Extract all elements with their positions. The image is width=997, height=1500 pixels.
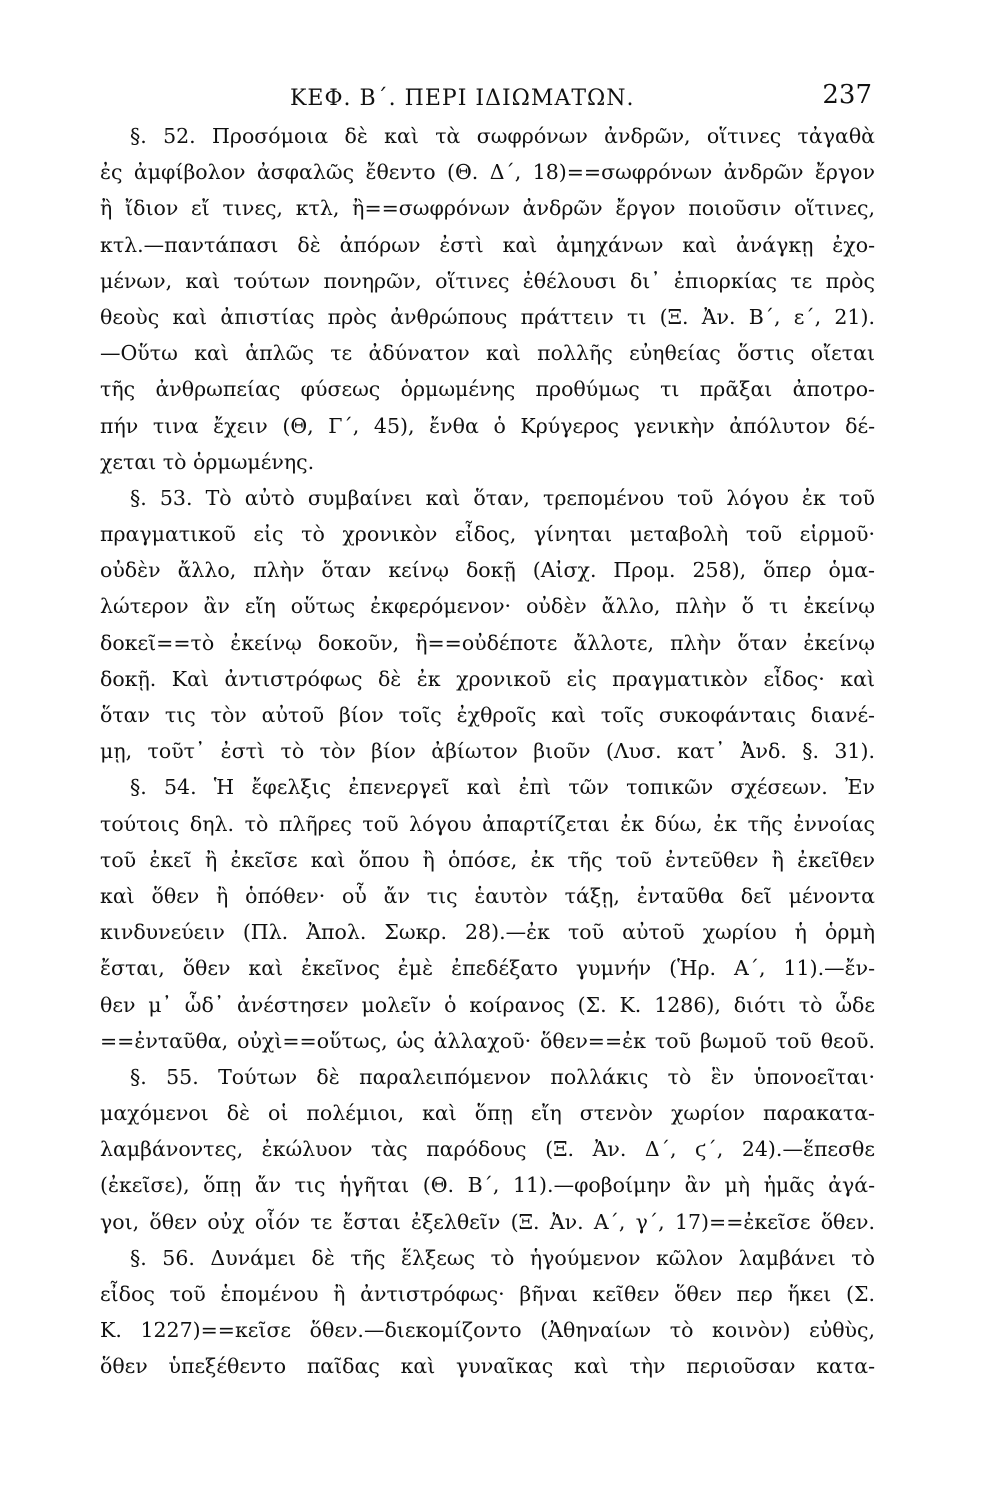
running-head: ΚΕΦ. Β΄. ΠΕΡΙ ΙΔΙΩΜΑΤΩΝ. bbox=[290, 86, 635, 111]
body-text bbox=[100, 118, 875, 1385]
text-line: ἐς ἀμφίβολον ἀσφαλῶς ἔθεντο (Θ. Δ΄, 18)==σωφρόνων ἀνδρῶν ἔργον bbox=[100, 160, 875, 185]
text-line: θεοὺς καὶ ἀπιστίας πρὸς ἀνθρώπους πράττειν τι (Ξ. Ἀν. Β΄, ε΄, 21). bbox=[100, 304, 875, 329]
text-line: ὅταν τις τὸν αὐτοῦ βίον τοῖς ἐχθροῖς καὶ τοῖς συκοφάνταις διανέ- bbox=[100, 703, 875, 727]
text-line: μένων, καὶ τούτων πονηρῶν, οἵτινες ἐθέλουσι δι᾽ ἐπιορκίας τε πρὸς bbox=[100, 268, 875, 293]
text-line: ἢ ἴδιον εἴ τινες, κτλ, ἢ==σωφρόνων ἀνδρῶν ἔργον ποιοῦσιν οἵτινες, bbox=[100, 196, 875, 221]
text-line: χεται τὸ ὁρμωμένης. bbox=[100, 449, 315, 474]
text-line: τῆς ἀνθρωπείας φύσεως ὁρμωμένης προθύμως τι πρᾶξαι ἀποτρο- bbox=[100, 377, 875, 402]
text-line: θεν μ᾽ ὧδ᾽ ἀνέστησεν μολεῖν ὁ κοίρανος (Σ. Κ. 1286), διότι τὸ ὧδε bbox=[100, 992, 875, 1017]
text-line: οὐδὲν ἄλλο, πλὴν ὅταν κείνῳ δοκῇ (Αἰσχ. Προμ. 258), ὅπερ ὁμα- bbox=[100, 558, 875, 583]
page-number: 237 bbox=[822, 80, 872, 110]
text-line: λαμβάνοντες, ἐκώλυον τὰς παρόδους (Ξ. Ἀν. Δ΄, ϛ΄, 24).—ἕπεσθε bbox=[100, 1137, 875, 1162]
text-line: §. 52. Προσόμοια δὲ καὶ τὰ σωφρόνων ἀνδρῶν, οἵτινες τἀγαθὰ bbox=[130, 124, 875, 148]
text-line: δοκῇ. Καὶ ἀντιστρόφως δὲ ἐκ χρονικοῦ εἰς πραγματικὸν εἶδος· καὶ bbox=[100, 666, 875, 691]
text-line: τοῦ ἐκεῖ ἢ ἐκεῖσε καὶ ὅπου ἢ ὁπόσε, ἐκ τῆς τοῦ ἐντεῦθεν ἢ ἐκεῖθεν bbox=[100, 847, 875, 872]
page-header bbox=[100, 80, 880, 116]
text-line: ὅθεν ὑπεξέθεντο παῖδας καὶ γυναῖκας καὶ τὴν περιοῦσαν κατα- bbox=[100, 1354, 875, 1379]
text-line: εἶδος τοῦ ἑπομένου ἢ ἀντιστρόφως· βῆναι κεῖθεν ὅθεν περ ἥκει (Σ. bbox=[100, 1282, 875, 1306]
text-line: τούτοις δηλ. τὸ πλῆρες τοῦ λόγου ἀπαρτίζεται ἐκ δύω, ἐκ τῆς ἐννοίας bbox=[100, 811, 875, 836]
text-line: γοι, ὅθεν οὐχ οἷόν τε ἔσται ἐξελθεῖν (Ξ. Ἀν. Α΄, γ΄, 17)==ἐκεῖσε ὅθεν. bbox=[100, 1209, 875, 1234]
text-line: (ἐκεῖσε), ὅπῃ ἄν τις ἡγῆται (Θ. Β΄, 11).—φοβοίμην ἂν μὴ ἡμᾶς ἀγά- bbox=[100, 1173, 875, 1198]
text-line: μῃ, τοῦτ᾽ ἐστὶ τὸ τὸν βίον ἀβίωτον βιοῦν (Λυσ. κατ᾽ Ἀνδ. §. 31). bbox=[100, 739, 875, 764]
text-line: μαχόμενοι δὲ οἱ πολέμιοι, καὶ ὅπῃ εἴη στενὸν χωρίον παρακατα- bbox=[100, 1101, 875, 1126]
text-line: —Οὕτω καὶ ἁπλῶς τε ἀδύνατον καὶ πολλῆς εὐηθείας ὅστις οἴεται bbox=[100, 341, 875, 366]
text-line: λώτερον ἂν εἴη οὕτως ἐκφερόμενον· οὐδὲν ἄλλο, πλὴν ὅ τι ἐκείνῳ bbox=[100, 594, 875, 619]
text-line: §. 56. Δυνάμει δὲ τῆς ἕλξεως τὸ ἡγούμενον κῶλον λαμβάνει τὸ bbox=[130, 1245, 875, 1270]
text-line: πραγματικοῦ εἰς τὸ χρονικὸν εἶδος, γίνηται μεταβολὴ τοῦ εἱρμοῦ· bbox=[100, 522, 875, 547]
text-line: ==ἐνταῦθα, οὐχὶ==οὕτως, ὡς ἀλλαχοῦ· ὅθεν==ἐκ τοῦ βωμοῦ τοῦ θεοῦ. bbox=[100, 1028, 875, 1053]
text-line: καὶ ὅθεν ἢ ὁπόθεν· οὗ ἄν τις ἑαυτὸν τάξῃ, ἐνταῦθα δεῖ μένοντα bbox=[100, 883, 875, 908]
text-line: κτλ.—παντάπασι δὲ ἀπόρων ἐστὶ καὶ ἀμηχάνων καὶ ἀνάγκῃ ἐχο- bbox=[100, 232, 875, 257]
text-line: §. 54. Ἡ ἔφελξις ἐπενεργεῖ καὶ ἐπὶ τῶν τοπικῶν σχέσεων. Ἐν bbox=[130, 775, 875, 800]
text-line: §. 53. Τὸ αὐτὸ συμβαίνει καὶ ὅταν, τρεπομένου τοῦ λόγου ἐκ τοῦ bbox=[130, 485, 875, 510]
text-line: κινδυνεύειν (Πλ. Ἀπολ. Σωκρ. 28).—ἐκ τοῦ αὐτοῦ χωρίου ἡ ὁρμὴ bbox=[100, 920, 875, 945]
text-line: πήν τινα ἔχειν (Θ, Γ΄, 45), ἔνθα ὁ Κρύγερος γενικὴν ἀπόλυτον δέ- bbox=[100, 413, 875, 438]
text-line: δοκεῖ==τὸ ἐκείνῳ δοκοῦν, ἢ==οὐδέποτε ἄλλοτε, πλὴν ὅταν ἐκείνῳ bbox=[100, 630, 875, 655]
text-line: Κ. 1227)==κεῖσε ὅθεν.—διεκομίζοντο (Ἀθηναίων τὸ κοινὸν) εὐθὺς, bbox=[100, 1318, 875, 1343]
text-line: ἔσται, ὅθεν καὶ ἐκεῖνος ἐμὲ ἐπεδέξατο γυμνήν (Ἡρ. Α΄, 11).—ἔν- bbox=[100, 956, 875, 981]
text-line: §. 55. Τούτων δὲ παραλειπόμενον πολλάκις τὸ ἓν ὑπονοεῖται· bbox=[130, 1064, 875, 1089]
